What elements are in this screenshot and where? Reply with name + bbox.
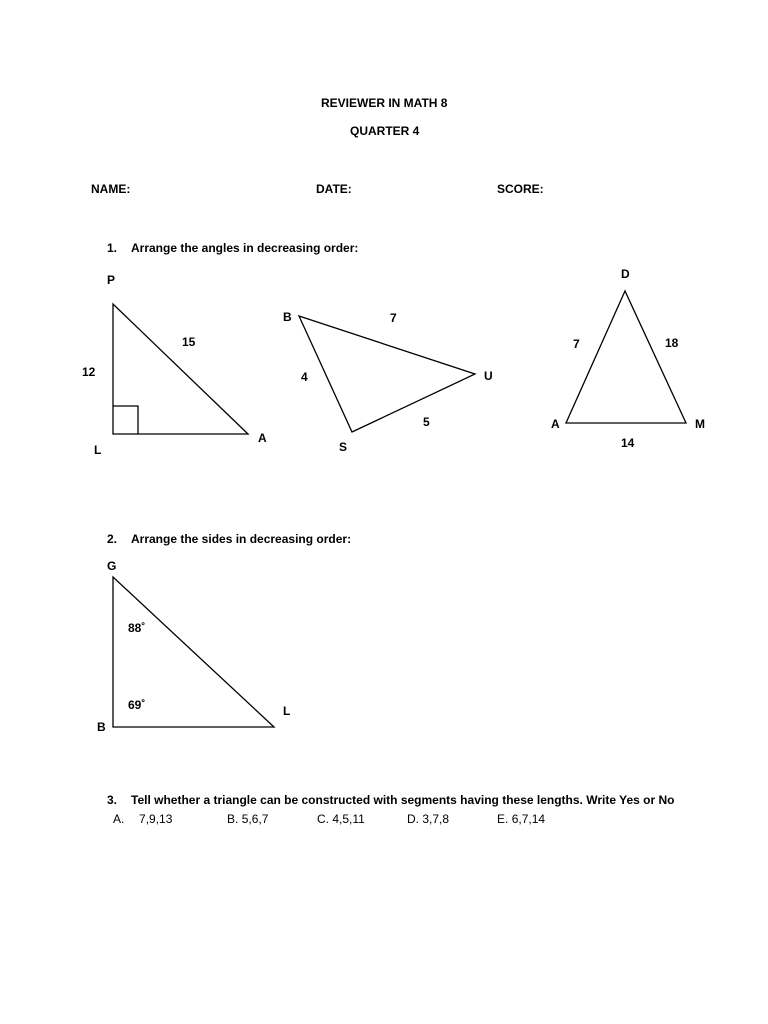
q3-option-a-value: 7,9,13 [139, 812, 173, 826]
triangle-pla [82, 273, 267, 457]
q3-option-c-letter: C. [317, 812, 329, 826]
side-dm-length: 18 [665, 336, 679, 350]
vertex-m: M [695, 417, 705, 431]
vertex-l: L [94, 443, 102, 457]
score-label: SCORE: [497, 182, 544, 196]
q2-text: Arrange the sides in decreasing order: [131, 532, 352, 546]
vertex-b: B [283, 310, 292, 324]
page-subtitle: QUARTER 4 [350, 124, 420, 138]
vertex-d: D [621, 267, 630, 281]
side-pl-length: 12 [82, 365, 96, 379]
side-bu-length: 7 [390, 311, 397, 325]
q3-option-d-letter: D. [407, 812, 419, 826]
vertex-p: P [107, 273, 116, 287]
name-label: NAME: [91, 182, 131, 196]
vertex-a2: A [551, 417, 560, 431]
triangle-bsu [283, 310, 493, 454]
right-angle-marker [113, 406, 138, 434]
q3-option-e-value: 6,7,14 [511, 812, 546, 826]
vertex-a: A [258, 431, 267, 445]
triangle-bsu-shape [299, 316, 475, 432]
q3-text: Tell whether a triangle can be constructed with segments having these lengths. Write Yes or No [131, 793, 675, 807]
vertex-s: S [339, 440, 348, 454]
q3-option-e-letter: E. [497, 812, 509, 826]
q3-option-d-value: 3,7,8 [422, 812, 450, 826]
q1-number: 1. [107, 241, 118, 255]
q3-option-a-letter: A. [113, 812, 125, 826]
side-bs-length: 4 [301, 370, 308, 384]
q3-option-b-value: 5,6,7 [241, 812, 269, 826]
triangle-dam-shape [566, 291, 686, 423]
vertex-u: U [484, 369, 493, 383]
angle-g-measure: 88˚ [128, 621, 146, 635]
side-am-length: 14 [621, 436, 635, 450]
vertex-b2: B [97, 720, 106, 734]
triangle-dam [551, 267, 705, 450]
q2-number: 2. [107, 532, 118, 546]
vertex-g: G [107, 559, 117, 573]
triangle-gbl [97, 559, 290, 734]
page-title: REVIEWER IN MATH 8 [321, 96, 448, 110]
vertex-l2: L [283, 704, 291, 718]
q3-option-b-letter: B. [227, 812, 239, 826]
q3-option-c-value: 4,5,11 [332, 812, 365, 826]
date-label: DATE: [316, 182, 352, 196]
q1-text: Arrange the angles in decreasing order: [131, 241, 359, 255]
side-su-length: 5 [423, 415, 430, 429]
triangle-pla-shape [113, 304, 248, 434]
side-pa-length: 15 [182, 335, 196, 349]
q3-number: 3. [107, 793, 118, 807]
side-da-length: 7 [573, 337, 580, 351]
angle-b-measure: 69˚ [128, 698, 146, 712]
